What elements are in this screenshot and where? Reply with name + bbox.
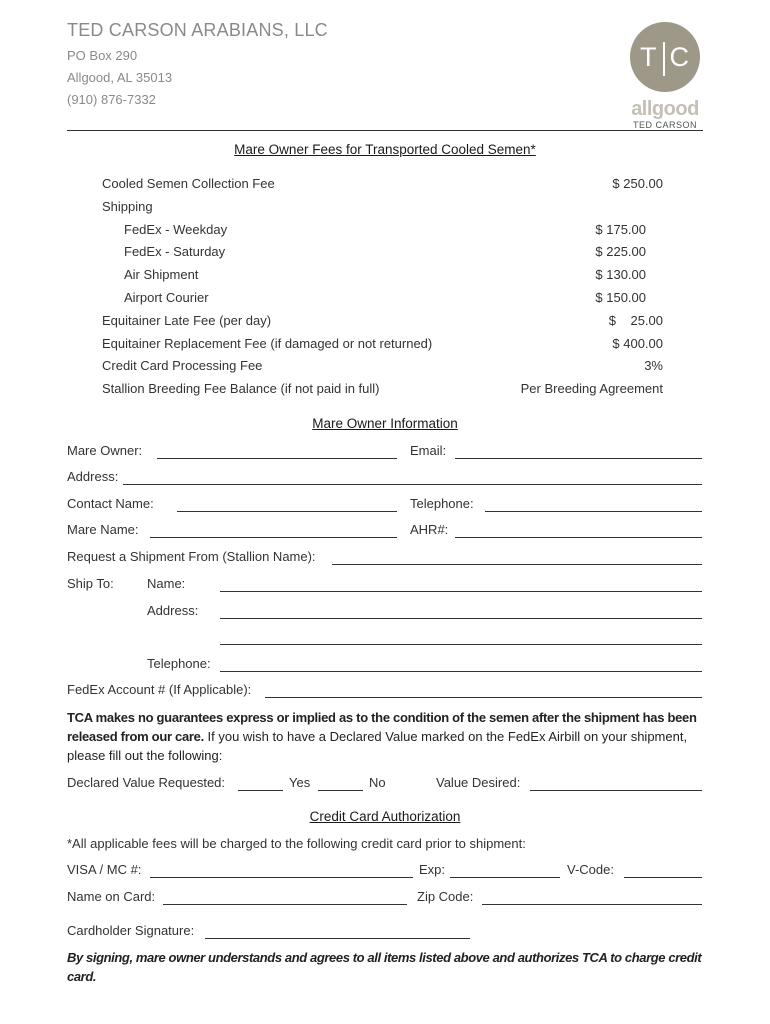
email-label: Email: xyxy=(410,443,447,458)
stallion-name-field[interactable] xyxy=(332,564,702,565)
mare-info-title: Mare Owner Information xyxy=(312,416,458,431)
ship-address-field[interactable] xyxy=(220,618,702,619)
vcode-label: V-Code: xyxy=(567,862,614,877)
contact-name-label: Contact Name: xyxy=(67,496,154,511)
fee-collection-label: Cooled Semen Collection Fee xyxy=(102,176,275,191)
fee-stallion-balance-label: Stallion Breeding Fee Balance (if not paid in full) xyxy=(102,381,380,396)
request-shipment-label: Request a Shipment From (Stallion Name): xyxy=(67,549,316,564)
value-desired-label: Value Desired: xyxy=(436,775,521,790)
fee-equitainer-replacement-amount: $ 400.00 xyxy=(612,336,663,351)
declared-yes-label: Yes xyxy=(289,775,311,790)
signature-field[interactable] xyxy=(205,938,470,939)
mare-owner-field[interactable] xyxy=(157,458,397,459)
fee-air-shipment-label: Air Shipment xyxy=(124,267,199,282)
ship-address-label: Address: xyxy=(147,603,199,618)
ship-to-label: Ship To: xyxy=(67,576,114,591)
signature-label: Cardholder Signature: xyxy=(67,923,195,938)
ship-telephone-label: Telephone: xyxy=(147,656,211,671)
fee-stallion-balance-amount: Per Breeding Agreement xyxy=(520,381,663,396)
ship-name-field[interactable] xyxy=(220,591,702,592)
fee-credit-card-label: Credit Card Processing Fee xyxy=(102,358,263,373)
telephone-field[interactable] xyxy=(485,511,702,512)
fee-fedex-saturday-label: FedEx - Saturday xyxy=(124,244,226,259)
disclaimer-instructions: If you wish to have a Declared Value marked on the FedEx Airbill on your shipment, please fill out the following: xyxy=(67,729,688,763)
declared-yes-field[interactable] xyxy=(238,790,283,791)
exp-label: Exp: xyxy=(419,862,446,877)
visa-mc-label: VISA / MC #: xyxy=(67,862,142,877)
credit-card-title: Credit Card Authorization xyxy=(309,809,461,824)
card-number-field[interactable] xyxy=(150,877,413,878)
signing-agreement-note: By signing, mare owner understands and agrees to all items listed above and authorizes TCA to charge credit card. xyxy=(67,950,702,984)
declared-value-label: Declared Value Requested: xyxy=(67,775,226,790)
ahr-label: AHR#: xyxy=(410,522,449,537)
fedex-account-label: FedEx Account # (If Applicable): xyxy=(67,682,252,697)
disclaimer-bold: TCA makes no guarantees express or implied as to the condition of the semen after the shipment has been released from our care. xyxy=(67,710,697,744)
fee-fedex-saturday-amount: $ 225.00 xyxy=(595,244,646,259)
ship-name-label: Name: xyxy=(147,576,186,591)
declared-no-label: No xyxy=(369,775,386,790)
address-label: Address: xyxy=(67,469,119,484)
logo-wordmark: allgood xyxy=(631,98,699,120)
disclaimer-text xyxy=(67,708,707,765)
mare-name-field[interactable] xyxy=(150,537,397,538)
fee-air-shipment-amount: $ 130.00 xyxy=(595,267,646,282)
name-on-card-field[interactable] xyxy=(163,904,407,905)
header-divider xyxy=(67,130,703,131)
fee-credit-card-amount: 3% xyxy=(644,358,663,373)
address-line-2: Allgood, AL 35013 xyxy=(67,70,173,85)
zip-code-field[interactable] xyxy=(482,904,702,905)
zip-code-label: Zip Code: xyxy=(417,889,474,904)
exp-field[interactable] xyxy=(450,877,560,878)
email-field[interactable] xyxy=(455,458,702,459)
ahr-field[interactable] xyxy=(455,537,702,538)
fee-fedex-weekday-amount: $ 175.00 xyxy=(595,222,646,237)
fee-fedex-weekday-label: FedEx - Weekday xyxy=(124,222,228,237)
fee-airport-courier-label: Airport Courier xyxy=(124,290,209,305)
declared-no-field[interactable] xyxy=(318,790,363,791)
mare-name-label: Mare Name: xyxy=(67,522,139,537)
company-logo xyxy=(628,22,702,130)
contact-name-field[interactable] xyxy=(177,511,397,512)
fee-equitainer-late-label: Equitainer Late Fee (per day) xyxy=(102,313,272,328)
fedex-account-field[interactable] xyxy=(265,697,702,698)
fee-collection-amount: $ 250.00 xyxy=(612,176,663,191)
fee-airport-courier-amount: $ 150.00 xyxy=(595,290,646,305)
fee-equitainer-late-amount: $ 25.00 xyxy=(608,313,663,328)
ship-telephone-field[interactable] xyxy=(220,671,702,672)
fee-shipping-label: Shipping xyxy=(102,199,153,214)
telephone-label: Telephone: xyxy=(410,496,474,511)
name-on-card-label: Name on Card: xyxy=(67,889,156,904)
logo-monogram: T C xyxy=(630,22,700,92)
ship-address-field-2[interactable] xyxy=(220,644,702,645)
credit-card-note: *All applicable fees will be charged to the following credit card prior to shipment: xyxy=(67,836,526,851)
address-line-3: (910) 876-7332 xyxy=(67,92,156,107)
company-name: TED CARSON ARABIANS, LLC xyxy=(67,20,328,40)
fees-title: Mare Owner Fees for Transported Cooled Semen* xyxy=(234,142,536,157)
fee-equitainer-replacement-label: Equitainer Replacement Fee (if damaged or not returned) xyxy=(102,336,433,351)
address-line-1: PO Box 290 xyxy=(67,48,138,63)
vcode-field[interactable] xyxy=(624,877,702,878)
address-field[interactable] xyxy=(123,484,702,485)
mare-owner-label: Mare Owner: xyxy=(67,443,143,458)
logo-subtitle: TED CARSON xyxy=(632,120,697,130)
value-desired-field[interactable] xyxy=(530,790,702,791)
